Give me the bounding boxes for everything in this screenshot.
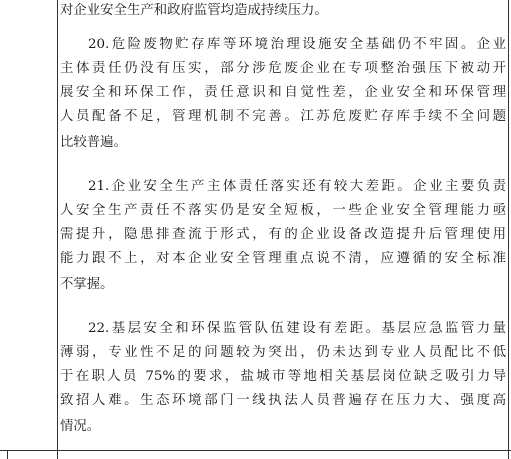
text-line: 致招人难。生态环境部门一线执法人员普遍存在压力大、强度高 bbox=[60, 393, 506, 408]
text-line: 人员配备不足，管理机制不完善。江苏危废贮存库手续不全问题 bbox=[60, 109, 506, 124]
text-line: 对企业安全生产和政府监管均造成持续压力。 bbox=[60, 3, 328, 18]
item-20-heading-line: 20.危险废物贮存库等环境治理设施安全基础仍不牢固。企业 bbox=[88, 37, 506, 52]
text-line: 比较普遍。 bbox=[60, 135, 127, 150]
table-border-right bbox=[508, 0, 509, 459]
table-border-left bbox=[57, 0, 58, 459]
table-border-next-row bbox=[7, 450, 8, 459]
text-line: 人安全生产责任不落实仍是安全短板，一些企业安全管理能力亟 bbox=[60, 203, 506, 218]
text-line: 薄弱，专业性不足的问题较为突出，仍未达到专业人员配比不低 bbox=[60, 345, 506, 360]
text-line: 不掌握。 bbox=[60, 277, 114, 292]
text-line: 能力跟不上，对本企业安全管理重点说不清，应遵循的安全标准 bbox=[60, 251, 506, 266]
text-line: 于在职人员 75%的要求，盐城市等地相关基层岗位缺乏吸引力导 bbox=[60, 369, 506, 384]
text-line: 主体责任仍没有压实，部分涉危废企业在专项整治强压下被动开 bbox=[60, 61, 506, 76]
text-line: 展安全和环保工作，责任意识和自觉性差，企业安全和环保管理 bbox=[60, 85, 506, 100]
item-21-heading-line: 21.企业安全生产主体责任落实还有较大差距。企业主要负责 bbox=[88, 179, 506, 194]
table-border-bottom bbox=[0, 450, 511, 451]
text-line: 情况。 bbox=[60, 419, 101, 434]
text-line: 需提升，隐患排查流于形式，有的企业设备改造提升后管理使用 bbox=[60, 227, 506, 242]
item-22-heading-line: 22.基层安全和环保监管队伍建设有差距。基层应急监管力量 bbox=[88, 321, 506, 336]
